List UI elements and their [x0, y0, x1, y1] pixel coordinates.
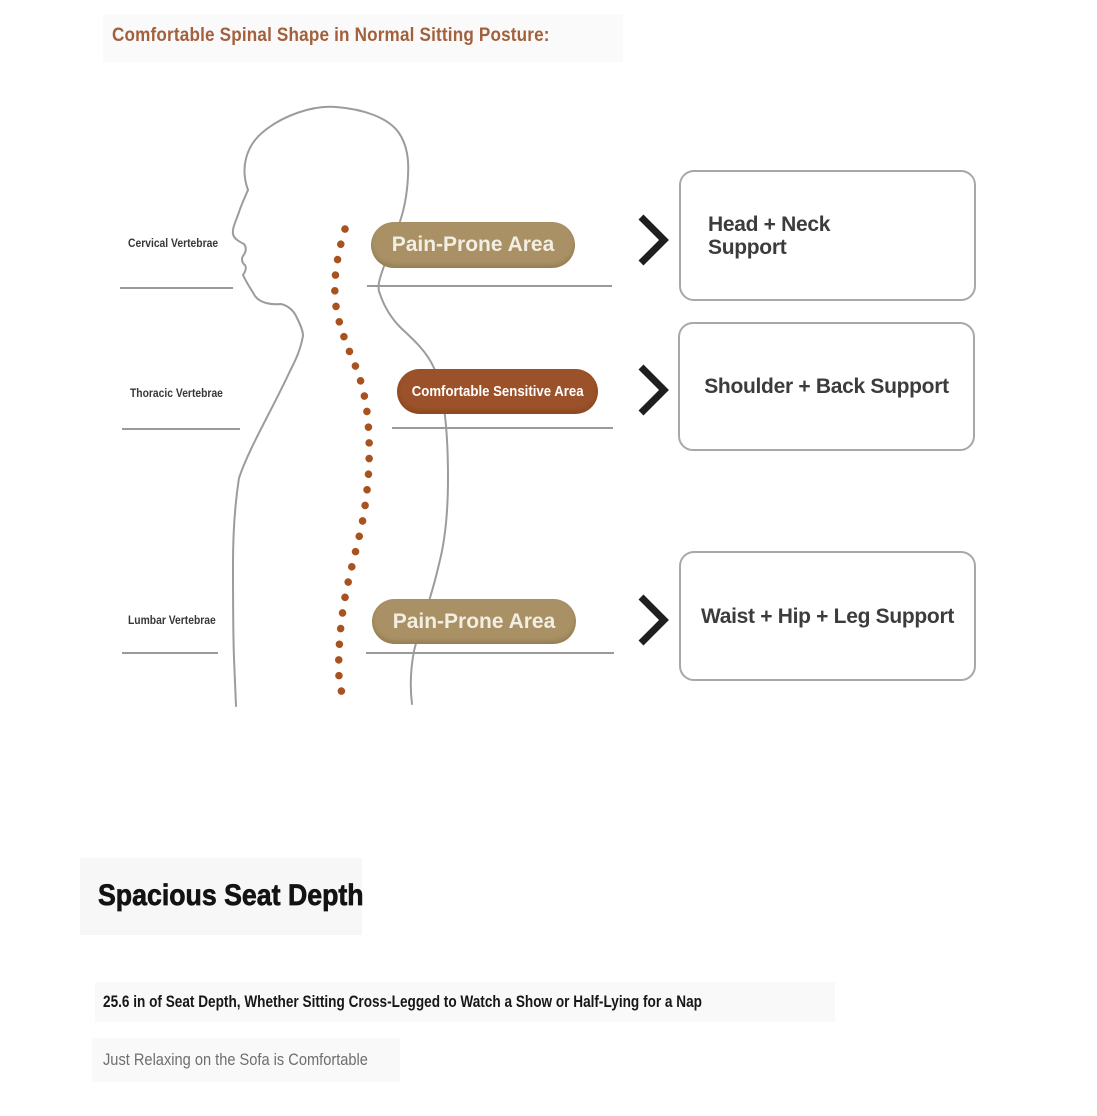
- support-box-shoulder-back: [678, 322, 975, 451]
- label-cervical-vertebrae: Cervical Vertebrae: [128, 236, 219, 250]
- label-thoracic-vertebrae: Thoracic Vertebrae: [130, 386, 223, 400]
- chevron-right-icon: [637, 363, 669, 417]
- comfortable-sensitive-area-pill: [397, 369, 598, 414]
- pill-label: Pain-Prone Area: [391, 233, 555, 256]
- lumbar-rule-right: [366, 652, 614, 654]
- thoracic-rule-right: [392, 427, 613, 429]
- pain-prone-area-pill-lower: [372, 599, 576, 644]
- cervical-rule-right: [367, 285, 612, 287]
- lumbar-rule-left: [122, 652, 218, 654]
- seat-depth-description: 25.6 in of Seat Depth, Whether Sitting Cross-Legged to Watch a Show or Half-Lying for a Nap: [103, 992, 702, 1011]
- label-lumbar-vertebrae: Lumbar Vertebrae: [128, 613, 216, 627]
- support-box-waist-hip-leg: [679, 551, 976, 681]
- seat-depth-heading: Spacious Seat Depth: [98, 879, 364, 912]
- pill-label: Comfortable Sensitive Area: [411, 383, 584, 400]
- pill-label: Pain-Prone Area: [392, 609, 556, 633]
- support-box-head-neck: [679, 170, 976, 301]
- cervical-rule-left: [120, 287, 233, 289]
- page-title: Comfortable Spinal Shape in Normal Sitting Posture:: [112, 25, 550, 46]
- chevron-right-icon: [637, 213, 669, 267]
- support-box-label-line: Shoulder + Back Support: [704, 375, 949, 398]
- support-box-label-line: Support: [708, 235, 787, 259]
- chevron-right-icon: [637, 593, 669, 647]
- seat-depth-subtext: Just Relaxing on the Sofa is Comfortable: [103, 1050, 368, 1069]
- support-box-label-line: Waist + Hip + Leg Support: [700, 604, 955, 628]
- thoracic-rule-left: [122, 428, 240, 430]
- spine-dots: [335, 229, 369, 701]
- pain-prone-area-pill-upper: [371, 222, 575, 268]
- support-box-label-line: Head + Neck: [708, 212, 831, 236]
- face-front-outline: [233, 190, 303, 706]
